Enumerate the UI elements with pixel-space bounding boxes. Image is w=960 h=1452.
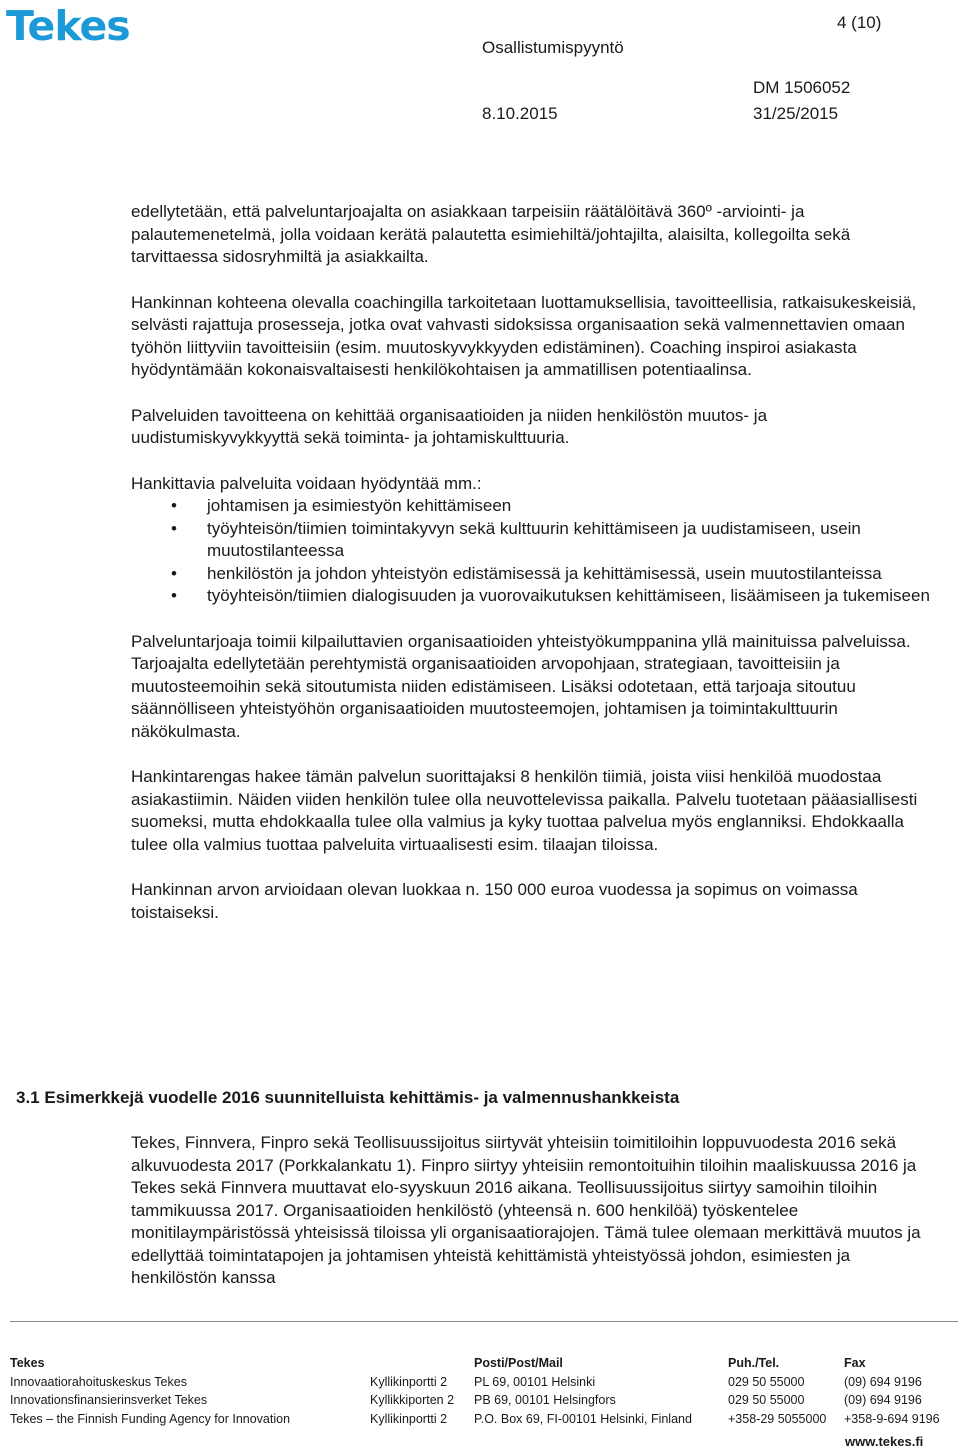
footer-divider [10,1321,958,1322]
paragraph-service-goals: Palveluiden tavoitteena on kehittää organisaatioiden ja niiden henkilöstön muutos- ja uudistumiskyvykkyyttä sekä toiminta- ja johtamiskulttuuria. [131,405,768,447]
usage-bullet-list [131,495,931,608]
footer-org-name: Innovaatiorahoituskeskus Tekes [10,1374,187,1389]
footer-org: Tekes [10,1356,45,1370]
footer-fax: (09) 694 9196 [844,1374,922,1389]
list-item: • työyhteisön/tiimien toimintakyvyn sekä kulttuurin kehittämiseen ja uudistamiseen, usein muutostilanteessa [131,518,931,563]
paragraph-team-requirements: Hankintarengas hakee tämän palvelun suorittajaksi 8 henkilön tiimiä, joista viisi henkilöä muodostaa asiakastiimin. Näiden viiden henkilön tulee olla neuvottelevissa paikalla. Palvelu tuotetaan pääasiallisesti suomeksi, mutta ehdokkaalla tulee olla valmius ja kyky tuottaa palvelua myös englanniksi. Ehdokkaalla tulee olla valmius tuottaa palveluita virtuaalisesti esim. tilaajan tiloissa. [131,767,918,854]
reference-dm: DM 1506052 [753,78,851,97]
footer-tel-label: Puh./Tel. [728,1356,780,1370]
footer-fax-label: Fax [844,1356,866,1370]
tekes-logo: Tekes [6,2,130,50]
footer-postal: PL 69, 00101 Helsinki [474,1374,596,1389]
paragraph-coaching-definition: Hankinnan kohteena olevalla coachingilla tarkoitetaan luottamuksellisia, tavoitteellisia, ratkaisukeskeisiä, selvästi rajattuja prosesseja, jotka ovat vahvasti sidoksissa organisaation sekä valmennettavien omaan työhön liittyviin tavoitteisiin (esim. muutoskyvykkyyden edistäminen). Coaching inspiroi asiakasta hyödyntämään kokonaisvaltaisesti henkilökohtaisen ja ammatillisen potentiaalinsa. [131,292,917,379]
paragraph-office-move: Tekes, Finnvera, Finpro sekä Teollisuussijoitus siirtyvät yhteisiin toimitiloihin loppuvuodesta 2016 sekä alkuvuodesta 2017 (Porkkalankatu 1). Finpro siirtyy yhteisiin remontoituihin tiloihin maaliskuussa 2016 ja Tekes sekä Finnvera muuttavat elo-syyskuun 2016 aikana. Teollisuussijoitus siirtyy samoihin tiloihin tammikuussa 2017. Organisaatioiden henkilöstö (yhteensä n. 600 henkilöä) työskentelee monitilaympäristössä yhteisissä tiloissa yli organisaatiorajojen. Tämä tulee olemaan merkittävä muutos ja edellyttää toimintatapojen ja johtamisen yhteistä kehittämistä yhteistyössä johdon, esimiesten ja henkilöstön kanssa [131,1133,921,1287]
footer-org-name: Innovationsfinansierinsverket Tekes [10,1393,208,1407]
footer-post-label: Posti/Post/Mail [474,1356,563,1370]
footer-street: Kyllikinportti 2 [370,1374,448,1389]
footer-website-link[interactable]: www.tekes.fi [845,1434,924,1449]
document-date: 8.10.2015 [482,104,558,123]
reference-number: 31/25/2015 [753,104,839,123]
footer-postal: P.O. Box 69, FI-00101 Helsinki, Finland [474,1411,692,1426]
paragraph-360-assessment: edellytetään, että palveluntarjoajalta on asiakkaan tarpeisiin räätälöitävä 360º -arviointi- ja palautemenetelmä, jolla voidaan kerätä palautetta esimiehiltä/johtajilta, alaisilta, kollegoilta sekä tarvittaessa sidosryhmiltä ja asiakkailta. [131,202,851,266]
paragraph-provider-role: Palveluntarjoaja toimii kilpailuttavien organisaatioiden yhteistyökumppanina yllä mainituissa palveluissa. Tarjoajalta edellytetään perehtymistä organisaatioiden arvopohjaan, strategiaan, tavoitteisiin ja muutosteemoihin sekä sitoutumista niiden edistämiseen. Lisäksi odotetaan, että tarjoaja sitoutuu säännölliseen yhteistyöhön organisaatioiden muutosteemojen, johtamisen ja toimintakulttuurin näkökulmasta. [131,631,911,741]
footer-phone: 029 50 55000 [728,1374,805,1389]
list-item: • henkilöstön ja johdon yhteistyön edistämisessä ja kehittämisessä, usein muutostilanteissa [131,563,931,586]
body-section-1 [131,201,931,924]
footer-fax: +358-9-694 9196 [844,1411,940,1426]
footer-phone: 029 50 55000 [728,1393,805,1407]
list-item: • työyhteisön/tiimien dialogisuuden ja vuorovaikutuksen kehittämiseen, lisäämiseen ja tukemiseen [131,585,931,608]
document-type: Osallistumispyyntö [482,38,624,57]
body-section-2 [131,1132,931,1290]
footer-org-name: Tekes – the Finnish Funding Agency for Innovation [10,1411,291,1426]
page-number: 4 (10) [837,13,882,32]
list-item: • johtamisen ja esimiestyön kehittämiseen [131,495,931,518]
footer-fax: (09) 694 9196 [844,1393,922,1407]
paragraph-usage-intro: Hankittavia palveluita voidaan hyödyntää mm.: [131,473,482,493]
section-heading-3-1: 3.1 Esimerkkejä vuodelle 2016 suunnitelluista kehittämis- ja valmennushankkeista [16,1088,680,1107]
footer-postal: PB 69, 00101 Helsingfors [474,1393,616,1407]
footer-phone: +358-29 5055000 [728,1411,827,1426]
paragraph-contract-value: Hankinnan arvon arvioidaan olevan luokkaa n. 150 000 euroa vuodessa ja sopimus on voimassa toistaiseksi. [131,880,858,922]
footer-street: Kyllikkiporten 2 [370,1393,455,1407]
footer-street: Kyllikinportti 2 [370,1411,448,1426]
